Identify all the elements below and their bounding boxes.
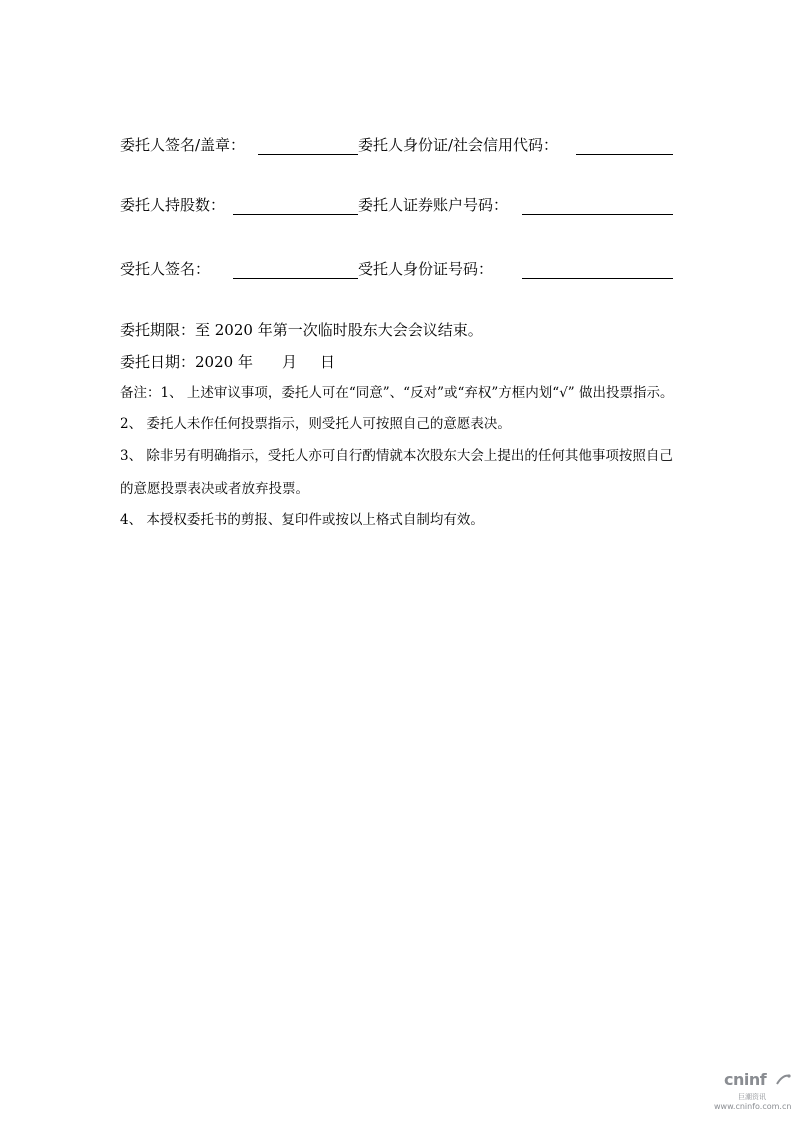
principal-id-blank[interactable]	[576, 154, 673, 155]
principal-account-blank[interactable]	[522, 214, 673, 215]
field-row-principal-shares	[120, 195, 680, 219]
principal-id-label: 委托人身份证/社会信用代码：	[358, 136, 559, 154]
cninfo-logo-cn: 巨潮资讯	[738, 1093, 766, 1101]
proxy-date-day: 日	[320, 353, 336, 371]
agent-id-label: 受托人身份证号码：	[358, 260, 494, 278]
agent-signature-blank[interactable]	[233, 278, 358, 279]
principal-shares-blank[interactable]	[233, 214, 358, 215]
proxy-term: 委托期限：至 2020 年第一次临时股东大会会议结束。	[120, 321, 483, 339]
principal-account-label: 委托人证券账户号码：	[358, 196, 509, 214]
agent-id-blank[interactable]	[522, 278, 673, 279]
cninfo-logo-url: www.cninfo.com.cn	[714, 1102, 792, 1111]
note-1: 备注：1、 上述审议事项，委托人可在“同意”、“反对”或“弃权”方框内划“√” 做出投票指示。	[120, 385, 674, 401]
cninfo-logo	[714, 1070, 793, 1116]
note-2: 2、 委托人未作任何投票指示，则受托人可按照自己的意愿表决。	[120, 416, 511, 432]
principal-signature-label: 委托人签名/盖章：	[120, 136, 246, 154]
field-row-principal-signature	[120, 135, 680, 159]
proxy-date-month: 月	[282, 353, 298, 371]
cninfo-logo-text: cninf	[724, 1070, 767, 1089]
cninfo-swoosh-icon	[776, 1074, 791, 1086]
principal-shares-label: 委托人持股数：	[120, 196, 226, 214]
note-4: 4、 本授权委托书的剪报、复印件或按以上格式自制均有效。	[120, 512, 484, 528]
note-3: 3、 除非另有明确指示，受托人亦可自行酌情就本次股东大会上提出的任何其他事项按照自己的意愿投票表决或者放弃投票。	[120, 448, 673, 497]
agent-signature-label: 受托人签名：	[120, 260, 211, 278]
principal-signature-blank[interactable]	[258, 154, 358, 155]
field-row-agent-signature	[120, 259, 680, 283]
proxy-date-label: 委托日期：2020 年	[120, 353, 253, 371]
proxy-date	[120, 352, 420, 372]
